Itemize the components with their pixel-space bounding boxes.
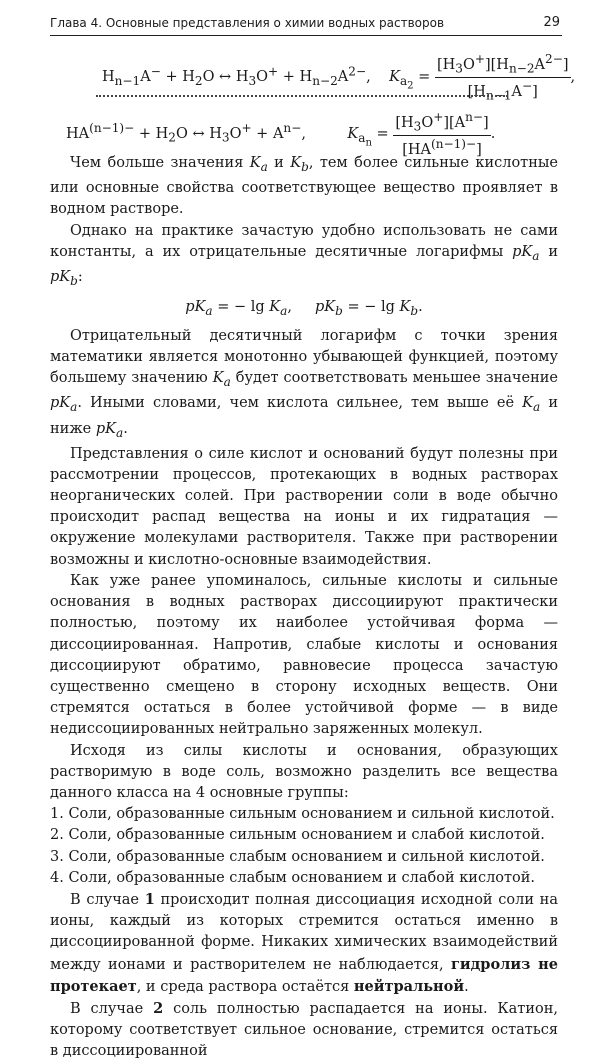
paragraph: Представления о силе кислот и оснований будут полезны при рассмотрении процессов, протекающих в водных растворах неорганических солей. При растворении соли в воде обычно происходит распад вещества на ионы и их гидратация — окружение молекулами растворителя. Также при растворении возможны и кислотно-основные взаимодействия.: [50, 445, 558, 568]
list-item: 2. Соли, образованные сильным основанием и слабой кислотой.: [50, 827, 545, 844]
paragraph: Отрицательный десятичный логарифм с точки зрения математики является монотонно убывающей функцией, поэтому большему значению $K_a$ будет соответствовать меньшее значение $pK_a$. Иными словами, чем кислота сильнее, тем выше её $K_a$ и ниже $pK_a$.: [50, 327, 558, 440]
salt-groups-list: [50, 804, 558, 889]
paragraph: Однако на практике зачастую удобно использовать не сами константы, а их отрицательные десятичные логарифмы $pK_a$ и $pK_b$:: [50, 222, 558, 288]
equation-step-n: $HA^{(n-1)-} + H_2O$ ↔ $H_3O^+ + A^{n-}$, $K_{a_n}$ = $\frac{[H_3O^+][A^{n-}]}{[HA^{(n-1)-}]}$ .: [66, 110, 496, 158]
kan-fraction: $\frac{[H_3O^+][A^{n-}]}{[HA^{(n-1)-}]}$: [395, 110, 489, 158]
paragraph: В случае 1 происходит полная диссоциация исходной соли на ионы, каждый из которых стремится остаться именно в диссоциированной форме. Никаких химических взаимодействий между ионами и растворителем не наблюдается, гидролиз не протекает, и среда раствора остаётся нейтральной.: [50, 890, 559, 995]
list-item: 3. Соли, образованные слабым основанием и сильной кислотой.: [50, 848, 545, 865]
page-number: 29: [543, 15, 560, 30]
paragraph: Исходя из силы кислоты и основания, образующих растворимую в воде соль, возможно разделить все вещества данного класса на 4 основные группы:: [50, 742, 558, 801]
equation-step-2: $H_{n-1}A^- + H_2O$ ↔ $H_3O^+ + H_{n-2}A^{2-}$, $K_{a_2}$ = $\frac{[H_3O^+][H_{n-2}A^{2-}]}{[H_{n-1}A^-]}$ ,: [102, 52, 576, 103]
list-item: 4. Соли, образованные слабым основанием и слабой кислотой.: [50, 869, 536, 886]
chapter-title: Глава 4. Основные представления о химии водных растворов: [50, 16, 445, 30]
body-text: [50, 153, 558, 1063]
running-header: [50, 13, 562, 36]
paragraph: Чем больше значения $K_a$ и $K_b$, тем более сильные кислотные или основные свойства соответствующее вещество проявляет в водном растворе.: [50, 155, 558, 218]
paragraph: Как уже ранее упоминалось, сильные кислоты и сильные основания в водных растворах диссоциируют практически полностью, поэтому их наиболее устойчивая форма — диссоциированная. Напротив, слабые кислоты и основания диссоциируют обратимо, равновесие процесса зачастую существенно смещено в сторону исходных веществ. Они стремятся остаться в более устойчивой форме — в виде недиссоциированных нейтрально заряженных молекул.: [50, 572, 558, 738]
ellipsis-divider: [96, 95, 508, 97]
ka2-fraction: $\frac{[H_3O^+][H_{n-2}A^{2-}]}{[H_{n-1}A^-]}$: [436, 52, 569, 103]
paragraph: В случае 2 соль полностью распадается на ионы. Катион, которому соответствует сильное основание, стремится остаться в диссоциированной: [50, 999, 558, 1060]
pk-formula: $pK_a$ = − $\lg K_a$, $pK_b$ = − $\lg K_b$.: [185, 298, 423, 318]
list-item: 1. Соли, образованные сильным основанием и сильной кислотой.: [50, 806, 555, 823]
